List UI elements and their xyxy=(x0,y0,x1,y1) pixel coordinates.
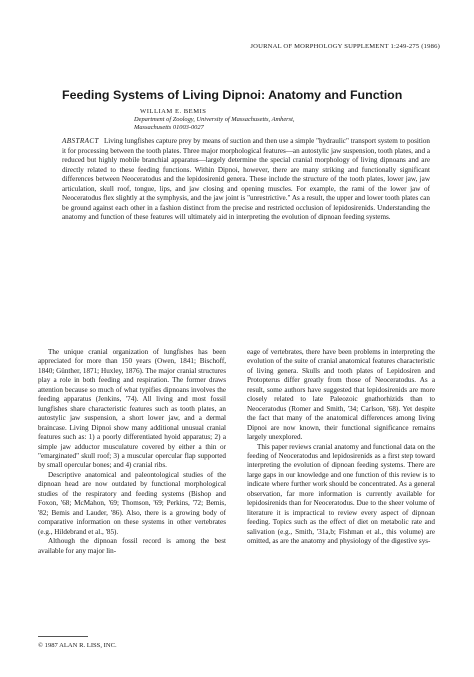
body-paragraph: Descriptive anatomical and paleontological studies of the dipnoan head are now outdated by functional morphological studies of the respiratory and feeding systems (Bishop and Foxon, '68; McMahon, '69; Thomson, '69; Perkins, '72; Bemis, '82; Bemis and Lauder, '86). Also, there is a growing body of comparative information on these systems in other vertebrates (e.g., Hildebrand et al., '85). xyxy=(38,470,226,536)
body-paragraph: This paper reviews cranial anatomy and functional data on the feeding of Neoceratodus and lepidosirenids as a first step toward interpreting the evolution of dipnoan feeding systems. There are large gaps in our knowledge and one function of this review is to indicate where further work should be concentrated. As a general observation, far more information is currently available for lepidosirenids than for Neoceratodus. Due to the sheer volume of literature it is impractical to review every aspect of dipnoan feeding. Topics such as the effect of diet on metabolic rate and salivation (e.g., Smith, '31a,b; Fishman et al., this volume) are omitted, as are the anatomy and physiology of the digestive sys- xyxy=(247,442,435,546)
abstract-text: Living lungfishes capture prey by means of suction and then use a simple "hydraulic" transport system to position it for processing between the tooth plates. Three major morphological features—an autostylic jaw suspension, tooth plates, and a reduced but highly mobile branchial apparatus—largely determine the special cranial morphology of living dipnoans and are directly related to these feeding functions. Within Dipnoi, however, there are many striking and functionally significant differences between Neoceratodus and the lepidosirenid genera. These include the structure of the tooth plates, lower jaw, jaw articulation, skull roof, tongue, lips, and jaw closing and opening muscles. For example, the rami of the lower jaw of Neoceratodus flex slightly at the symphysis, and the jaw joint is "unrestrictive." As a result, the upper and lower tooth plates can be ground against each other in a fashion distinct from the precise and restricted occlusion of lepidosirenids. Understanding the anatomy and function of these features will ultimately aid in interpreting the evolution of dipnoan feeding systems. xyxy=(62,137,430,222)
footnote-rule xyxy=(38,636,88,637)
body-paragraph: Although the dipnoan fossil record is among the best available for any major lin- xyxy=(38,537,226,555)
body-column-right xyxy=(247,348,435,547)
body-column-left xyxy=(38,348,226,556)
author-name: WILLIAM E. BEMIS xyxy=(140,108,207,115)
abstract-label: ABSTRACT xyxy=(62,137,99,145)
abstract xyxy=(62,137,430,223)
author-affiliation-line1: Department of Zoology, University of Massachusetts, Amherst, xyxy=(134,116,295,123)
copyright-notice: © 1987 ALAN R. LISS, INC. xyxy=(38,642,117,649)
body-paragraph: eage of vertebrates, there have been problems in interpreting the evolution of the suite of cranial anatomical features characteristic of living genera. Skulls and tooth plates of Lepidosiren and Protopterus differ greatly from those of Neoceratodus. As a result, some authors have suggested that lepidosirenids are more closely related to late Paleozoic gnathorhizids than to Neoceratodus (Romer and Smith, '34; Carlson, '68). Yet despite the fact that many of the anatomical differences among living Dipnoi are now known, their functional significance remains largely unexplored. xyxy=(247,348,435,442)
running-head: JOURNAL OF MORPHOLOGY SUPPLEMENT 1:249-275 (1986) xyxy=(250,43,440,50)
body-paragraph: The unique cranial organization of lungfishes has been appreciated for more than 150 years (Owen, 1841; Bischoff, 1840; Günther, 1871; Huxley, 1876). The major cranial structures play a role in both feeding and respiration. The former draws attention because so much of what typifies dipnoans involves the feeding apparatus (Jenkins, '74). All living and most fossil lungfishes share characteristic features such as tooth plates, an autostylic jaw suspension, a short lower jaw, and a dermal braincase. Living Dipnoi show many additional unusual cranial features such as: 1) a poorly differentiated hyoid apparatus; 2) a simple jaw adductor musculature covered by either a thin or "emarginated" skull roof; 3) a muscular opercular flap supported by small opercular bones; and 4) cranial ribs. xyxy=(38,348,226,470)
author-affiliation-line2: Massachusetts 01003-0027 xyxy=(134,124,204,131)
article-title: Feeding Systems of Living Dipnoi: Anatomy and Function xyxy=(62,88,403,102)
